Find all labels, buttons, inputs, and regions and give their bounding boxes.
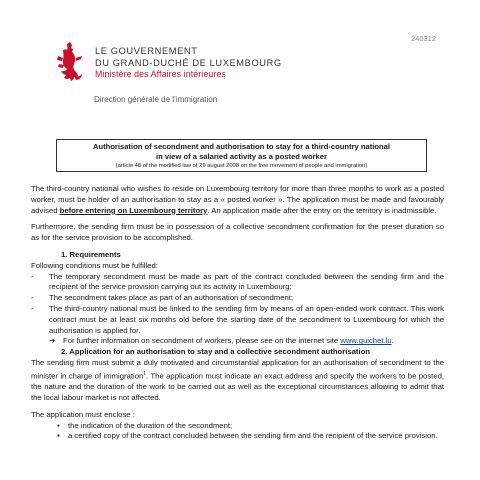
intro-text-a: The third-country national who wishes to reside on Luxembourg territory for more than three months to work as a posted worker, must be holder of an authorisation to stay as a « posted worker ». The application must be made and favourably advised xyxy=(31,184,444,215)
gov-line-2: DU GRAND-DUCHÉ DE LUXEMBOURG xyxy=(95,57,282,68)
section-2-heading: 2. Application for an authorisation to stay and a collective secondment authorisation xyxy=(61,347,370,357)
title-box xyxy=(56,139,427,172)
government-header xyxy=(95,46,282,81)
section-2-paragraph xyxy=(31,358,444,404)
enclosures-list xyxy=(31,421,444,443)
arrow-right-icon: ➔ xyxy=(49,336,56,346)
luxembourg-lion-icon xyxy=(54,42,84,84)
list-item: ▪ a certified copy of the contract concluded between the sending firm and the recipient of the service provision. xyxy=(31,431,444,442)
info-end: . xyxy=(391,336,394,346)
title-subtitle: (article 48 of the modified law of 29 august 2008 on the free movement of people and immigration) xyxy=(115,163,368,169)
section-1-heading: 1. Requirements xyxy=(61,249,121,259)
intro-paragraph xyxy=(31,184,444,216)
intro-text-b: . An application made after the entry on the territory is inadmissible. xyxy=(207,205,437,215)
list-item: - The third-country national must be linked to the sending firm by means of an open-ended work contract. This work contract must be at least six months old before the starting date of the secondment to Luxembourg for which the authorisation is applied for. xyxy=(31,304,444,336)
list-item: ▪ the indication of the duration of the secondment; xyxy=(31,421,444,432)
footnote-mark: 1 xyxy=(143,370,147,377)
section-1-lead: Following conditions must be fulfilled: xyxy=(31,260,158,270)
info-text: For further information on secondment of workers, please see on the internet site xyxy=(63,336,341,346)
list-item: - The temporary secondment must be made as part of the contract concluded between the sending firm and the recipient of the service provision carrying out its activity in Luxembourg; xyxy=(31,272,444,294)
section-2-text-b: . The application must indicate an exact address and specify the workers to be posted, the nature and the duration of the work to be carried out as well as the exceptional circumstances allowing to admit that the local labour market is not affected. xyxy=(31,371,445,402)
guichet-link[interactable]: www.guichet.lu xyxy=(340,336,392,346)
document-id: 240312 xyxy=(411,34,437,43)
paragraph-2: Furthermore, the sending firm must be in possession of a collective secondment confirmation for the preset duration so as for the service provision to be accomplished. xyxy=(31,222,444,243)
title-line-1: Authorisation of secondment and authorisation to stay for a third-country national xyxy=(92,142,390,151)
info-line xyxy=(31,336,444,347)
document-body xyxy=(31,184,444,442)
section-2-text-a: The sending firm must submit a duly motivated and circumstantial application for an authorisation of secondment to the minister in charge of immigration xyxy=(31,357,444,381)
intro-emphasis: before entering on Luxembourg territory xyxy=(59,205,208,215)
title-line-2: in view of a salaried activity as a posted worker xyxy=(156,152,327,161)
list-item: - The secondment takes place as part of an authorisation of secondment; xyxy=(31,293,444,304)
ministry-name: Ministère des Affaires intérieures xyxy=(95,69,226,79)
direction-label: Direction générale de l’immigration xyxy=(94,95,218,104)
enclose-label: The application must enclose : xyxy=(31,409,135,419)
gov-line-1: LE GOUVERNEMENT xyxy=(95,46,198,56)
requirements-list xyxy=(31,272,444,337)
